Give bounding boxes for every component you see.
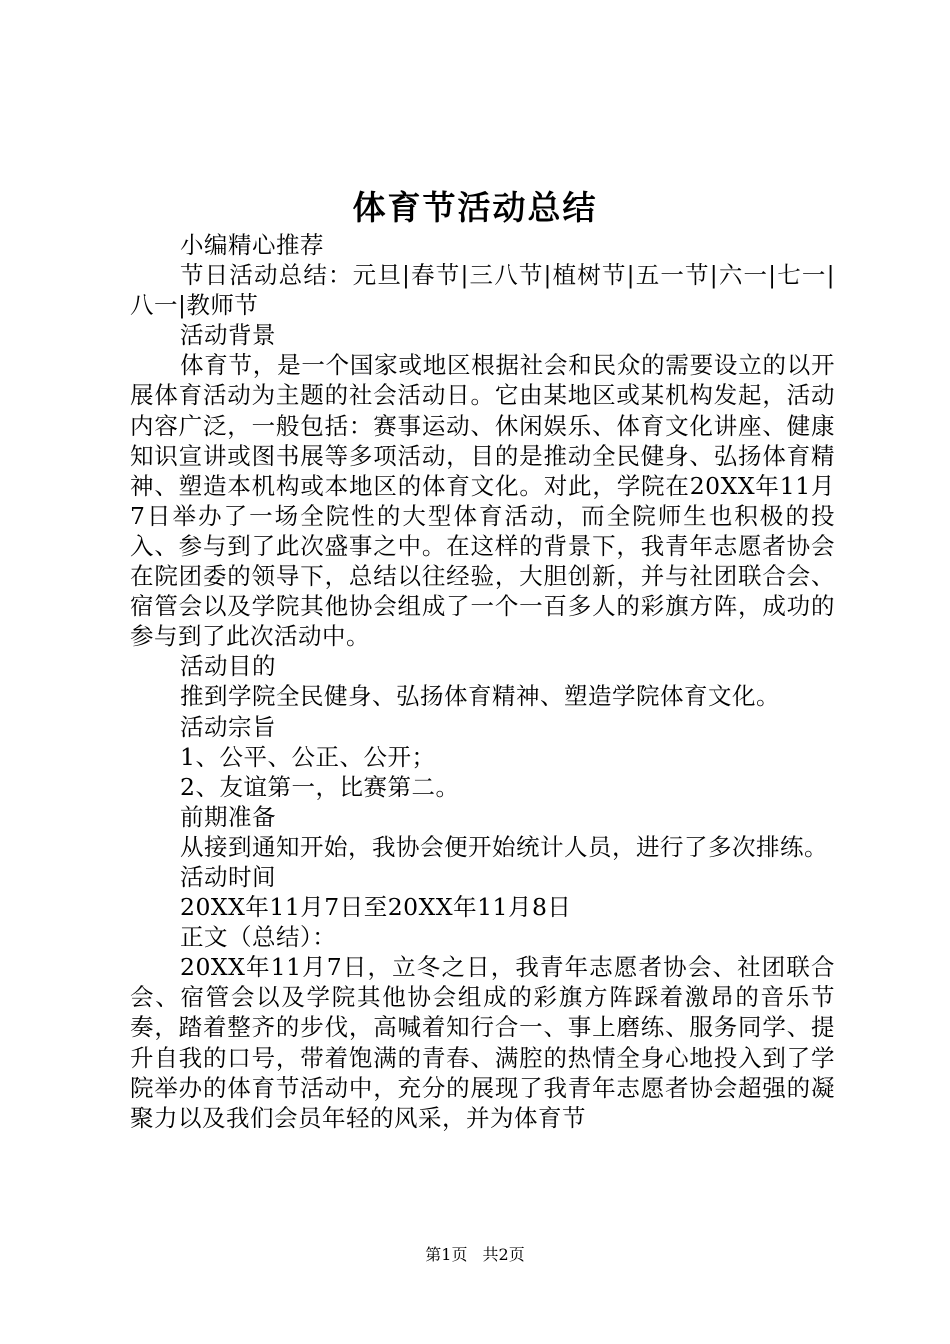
list-item-principle-1: 1、公平、公正、公开；: [180, 742, 436, 771]
paragraph-time: 20XX年11月7日至20XX年11月8日: [180, 893, 572, 922]
paragraph-background: 体育节，是一个国家或地区根据社会和民众的需要设立的以开展体育活动为主题的社会活动日。它由某地区或某机构发起，活动内容广泛，一般包括：赛事运动、休闲娱乐、体育文化讲座、健康知识宣讲或图书展等多项活动，目的是推动全民健身、弘扬体育精神、塑造本机构或本地区的体育文化。对此，学院在20XX年11月7日举办了一场全院性的大型体育活动，而全院师生也积极的投入、参与到了此次盛事之中。在这样的背景下，我青年志愿者协会在院团委的领导下，总结以往经验，大胆创新，并与社团联合会、宿管会以及学院其他协会组成了一个一百多人的彩旗方阵，成功的参与到了此次活动中。: [130, 351, 835, 651]
paragraph-recommend: 小编精心推荐: [180, 231, 324, 259]
heading-preparation: 前期准备: [180, 802, 276, 831]
paragraph-preparation: 从接到通知开始，我协会便开始统计人员，进行了多次排练。: [180, 832, 828, 861]
paragraph-main-text: 20XX年11月7日，立冬之日，我青年志愿者协会、社团联合会、宿管会以及学院其他协会组成的彩旗方阵踩着激昂的音乐节奏，踏着整齐的步伐，高喊着知行合一、事上磨练、服务同学、提升自我的口号，带着饱满的青春、满腔的热情全身心地投入到了学院举办的体育节活动中，充分的展现了我青年志愿者协会超强的凝聚力以及我们会员年轻的风采，并为体育节: [130, 953, 835, 1132]
paragraph-purpose: 推到学院全民健身、弘扬体育精神、塑造学院体育文化。: [180, 682, 780, 711]
document-body: [130, 230, 835, 1133]
page-number: 第1页: [425, 1245, 468, 1264]
list-item-principle-2: 2、友谊第一，比赛第二。: [180, 772, 460, 801]
paragraph-holiday-links: 节日活动总结：元旦|春节|三八节|植树节|五一节|六一|七一|八一|教师节: [130, 261, 835, 320]
heading-time: 活动时间: [180, 862, 276, 891]
heading-background: 活动背景: [180, 321, 276, 350]
heading-principle: 活动宗旨: [180, 712, 276, 741]
heading-purpose: 活动目的: [180, 652, 276, 681]
page-footer: [0, 1244, 950, 1266]
document-title: 体育节活动总结: [352, 188, 598, 227]
page-total: 共2页: [482, 1245, 525, 1264]
heading-main-text: 正文（总结）：: [180, 923, 337, 952]
